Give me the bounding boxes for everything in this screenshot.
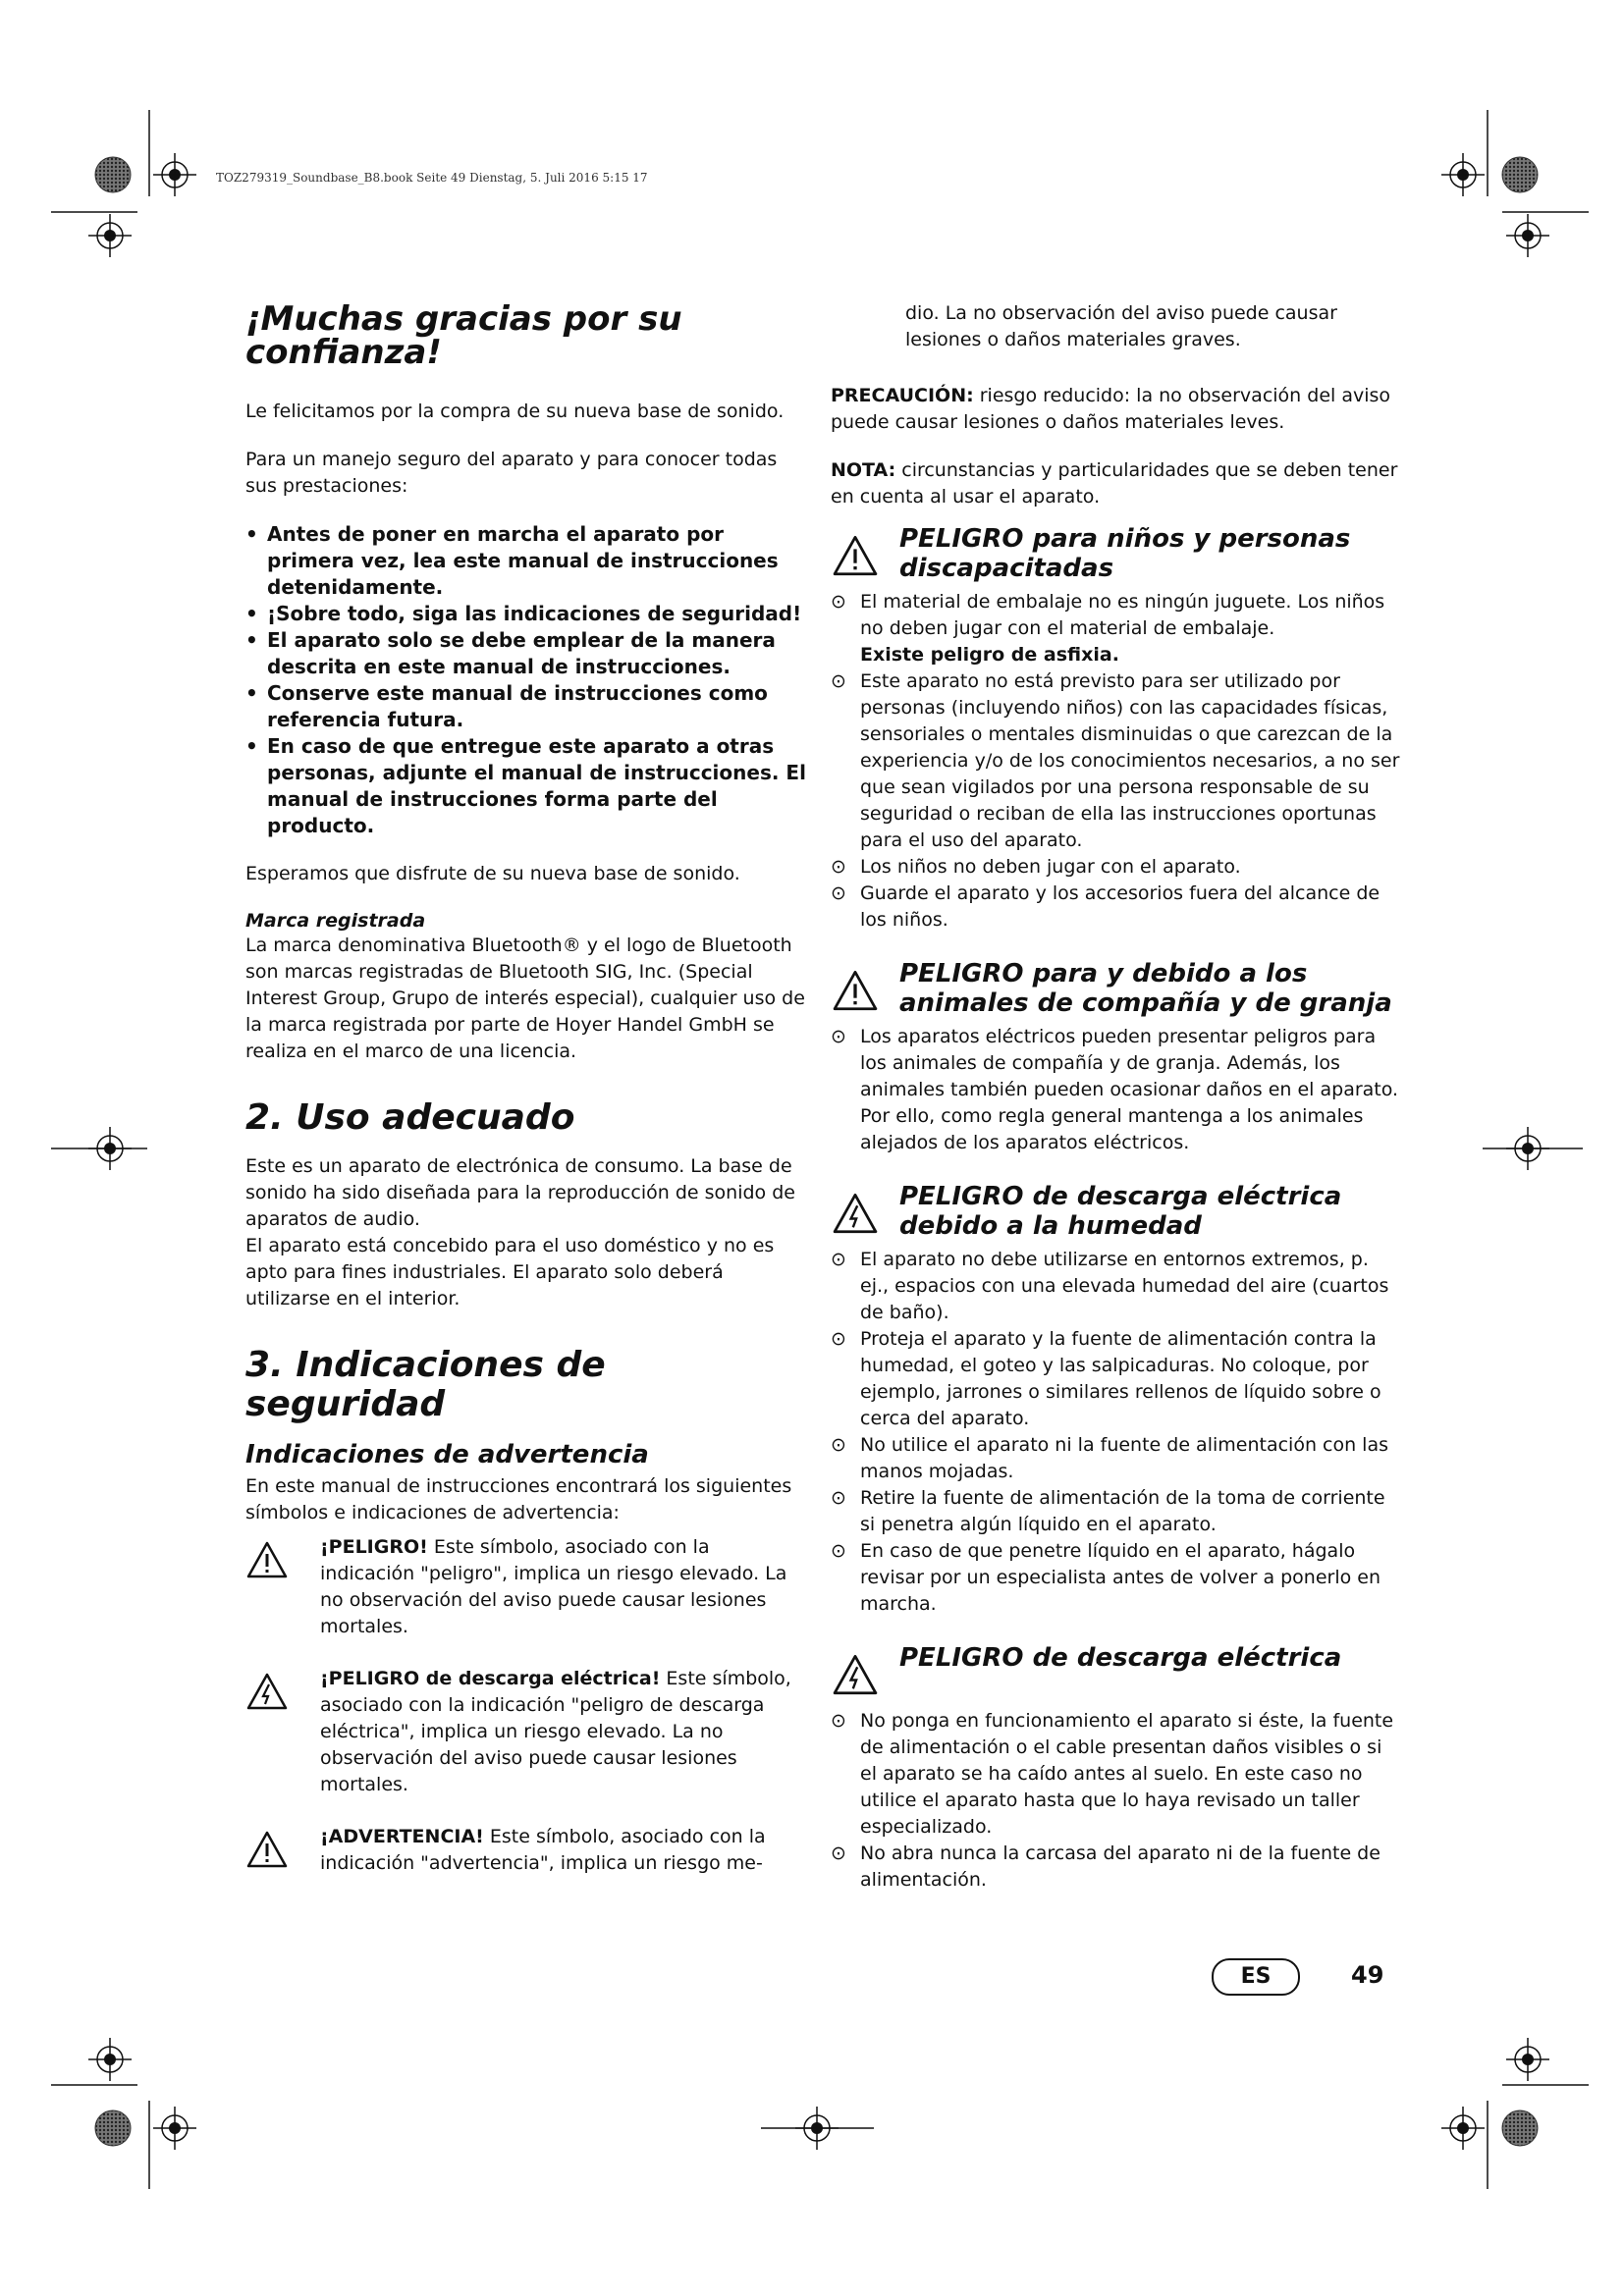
electric-safety-list (831, 1708, 1400, 1894)
bullet-icon: ⊙ (831, 882, 846, 904)
list-item: ⊙ Proteja el aparato y la fuente de alimentación contra la humedad, el goteo y las salpicaduras. No coloque, por ejemplo, jarrones o similares rellenos de líquido sobre o cerca del aparato. (831, 1328, 1381, 1429)
closing-paragraph: Esperamos que disfrute de su nueva base de sonido. (245, 863, 740, 884)
bullet-icon: ⊙ (831, 1842, 846, 1864)
trademark-text: La marca denominativa Bluetooth® y el logo de Bluetooth son marcas registradas de Bluetooth SIG, Inc. (Special Interest Group, Grupo de interés especial), cualquier uso de la marca registrada por parte de Hoyer Handel GmbH se realiza en el marco de una licencia. (245, 934, 805, 1062)
list-item: ⊙ El material de embalaje no es ningún juguete. Los niños no deben jugar con el material de embalaje. Existe peligro de asfixia. (831, 591, 1385, 666)
electric-shock-icon (831, 1192, 880, 1235)
asphyxia-warning: Existe peligro de asfixia. (860, 644, 1119, 666)
warning-triangle-icon (831, 534, 880, 577)
section-title: PELIGRO de descarga eléctrica debido a la humedad (899, 1182, 1342, 1241)
page-number: 49 (1351, 1961, 1384, 1989)
bullet-icon: ⊙ (831, 1328, 846, 1350)
list-item: ⊙ No utilice el aparato ni la fuente de alimentación con las manos mojadas. (831, 1434, 1388, 1482)
list-item: ⊙ No abra nunca la carcasa del aparato ni de la fuente de alimentación. (831, 1842, 1380, 1891)
bullet-icon: ⊙ (831, 1434, 846, 1456)
warning-intro: En este manual de instrucciones encontrará los siguientes símbolos e indicaciones de advertencia: (245, 1475, 792, 1523)
bullet-icon: ⊙ (831, 1710, 846, 1732)
section-title: PELIGRO para niños y personas discapacitadas (899, 524, 1351, 583)
section-title: PELIGRO para y debido a los animales de compañía y de granja (899, 959, 1392, 1018)
note-paragraph (831, 457, 1400, 510)
warning-entry-danger (245, 1534, 807, 1640)
warning-label: ¡PELIGRO! (320, 1536, 428, 1558)
bullet-icon: ⊙ (831, 591, 846, 613)
section-title: PELIGRO de descarga eléctrica (899, 1643, 1342, 1673)
section-2-text: Este es un aparato de electrónica de consumo. La base de sonido ha sido diseñada para la reproducción de sonido de aparatos de audio. (245, 1155, 795, 1230)
list-item: • El aparato solo se debe emplear de la manera descrita en este manual de instrucciones. (245, 627, 807, 680)
list-item: • En caso de que entregue este aparato a otras personas, adjunte el manual de instrucciones. El manual de instrucciones forma parte del producto. (245, 733, 807, 839)
list-item: • Conserve este manual de instrucciones como referencia futura. (245, 680, 807, 733)
bullet-icon: ⊙ (831, 1026, 846, 1047)
caution-paragraph (831, 383, 1400, 436)
warning-triangle-icon (245, 1540, 289, 1579)
warning-indications-heading: Indicaciones de advertencia (245, 1440, 649, 1469)
list-item: ⊙ Los aparatos eléctricos pueden presentar peligros para los animales de compañía y de granja. Además, los animales también pueden ocasionar daños en el aparato. Por ello, como regla general mantenga a los animales alejados de los aparatos eléctricos. (831, 1026, 1399, 1153)
bullet-icon: ⊙ (831, 1487, 846, 1509)
key-instructions-list (245, 521, 807, 839)
language-badge: ES (1212, 1958, 1300, 1996)
note-label: NOTA: (831, 459, 896, 481)
humidity-safety-list (831, 1247, 1400, 1618)
section-children (831, 524, 1400, 585)
warning-triangle-icon (831, 969, 880, 1012)
warning-entry-electric (245, 1666, 807, 1798)
warning-description: Este símbolo, asociado con la indicación "peligro", implica un riesgo elevado. La no observación del aviso puede causar lesiones mortales. (320, 1536, 787, 1637)
warning-entry-advertencia (245, 1824, 807, 1877)
note-text: circunstancias y particularidades que se deben tener en cuenta al usar el aparato. (831, 459, 1398, 507)
warning-description: Este símbolo, asociado con la indicación "peligro de descarga eléctrica", implica un riesgo elevado. La no observación del aviso puede causar lesiones mortales. (320, 1668, 791, 1795)
electric-shock-icon (245, 1672, 289, 1711)
warning-label: ¡ADVERTENCIA! (320, 1826, 484, 1847)
bullet-icon: ⊙ (831, 1249, 846, 1270)
list-item: ⊙ El aparato no debe utilizarse en entornos extremos, p. ej., espacios con una elevada humedad del aire (cuartos de baño). (831, 1249, 1389, 1323)
left-column (245, 291, 807, 1902)
print-file-header: TOZ279319_Soundbase_B8.book Seite 49 Dienstag, 5. Juli 2016 5:15 17 (216, 171, 648, 185)
list-item: ⊙ Retire la fuente de alimentación de la toma de corriente si penetra algún líquido en el aparato. (831, 1487, 1385, 1535)
intro-paragraph-2: Para un manejo seguro del aparato y para conocer todas sus prestaciones: (245, 449, 778, 497)
page-title: ¡Muchas gracias por su confianza! (245, 299, 682, 372)
section-electric (831, 1643, 1400, 1704)
section-humidity (831, 1182, 1400, 1243)
section-2-text-2: El aparato está concebido para el uso doméstico y no es apto para fines industriales. El aparato solo deberá utilizarse en el interior. (245, 1235, 775, 1309)
list-item: • Antes de poner en marcha el aparato por primera vez, lea este manual de instrucciones detenidamente. (245, 521, 807, 601)
section-3-title: 3. Indicaciones de seguridad (245, 1345, 606, 1424)
intro-paragraph: Le felicitamos por la compra de su nueva base de sonido. (245, 400, 785, 422)
children-safety-list (831, 589, 1400, 934)
caution-label: PRECAUCIÓN: (831, 385, 974, 406)
bullet-icon: ⊙ (831, 856, 846, 878)
list-item: ⊙ Guarde el aparato y los accesorios fuera del alcance de los niños. (831, 882, 1380, 931)
bullet-icon: ⊙ (831, 670, 846, 692)
list-item: • ¡Sobre todo, siga las indicaciones de seguridad! (245, 601, 807, 627)
warning-label: ¡PELIGRO de descarga eléctrica! (320, 1668, 661, 1689)
trademark-heading: Marca registrada (245, 910, 426, 932)
bullet-icon: ⊙ (831, 1540, 846, 1562)
warning-triangle-icon (245, 1830, 289, 1869)
continued-text: dio. La no observación del aviso puede causar lesiones o daños materiales graves. (905, 302, 1337, 350)
caution-text: riesgo reducido: la no observación del aviso puede causar lesiones o daños materiales leves. (831, 385, 1391, 433)
list-item: ⊙ Los niños no deben jugar con el aparato. (831, 854, 1400, 881)
animals-safety-list (831, 1024, 1400, 1156)
list-item: ⊙ En caso de que penetre líquido en el aparato, hágalo revisar por un especialista antes de volver a ponerlo en marcha. (831, 1540, 1381, 1615)
section-2-title: 2. Uso adecuado (245, 1097, 575, 1138)
list-item: ⊙ Este aparato no está previsto para ser utilizado por personas (incluyendo niños) con las capacidades físicas, sensoriales o mentales disminuidas o que carezcan de la experiencia y/o de los conocimientos necesarios, a no ser que sean vigilados por una persona responsable de su seguridad o reciban de ella las instrucciones oportunas para el uso del aparato. (831, 670, 1400, 851)
right-column (831, 300, 1400, 1919)
section-animals (831, 959, 1400, 1020)
list-item: ⊙ No ponga en funcionamiento el aparato si éste, la fuente de alimentación o el cable presentan daños visibles o si el aparato se ha caído antes al suelo. En este caso no utilice el aparato hasta que lo haya revisado un taller especializado. (831, 1710, 1394, 1838)
electric-shock-icon (831, 1653, 880, 1696)
warning-description: Este símbolo, asociado con la indicación "advertencia", implica un riesgo me- (320, 1826, 766, 1874)
